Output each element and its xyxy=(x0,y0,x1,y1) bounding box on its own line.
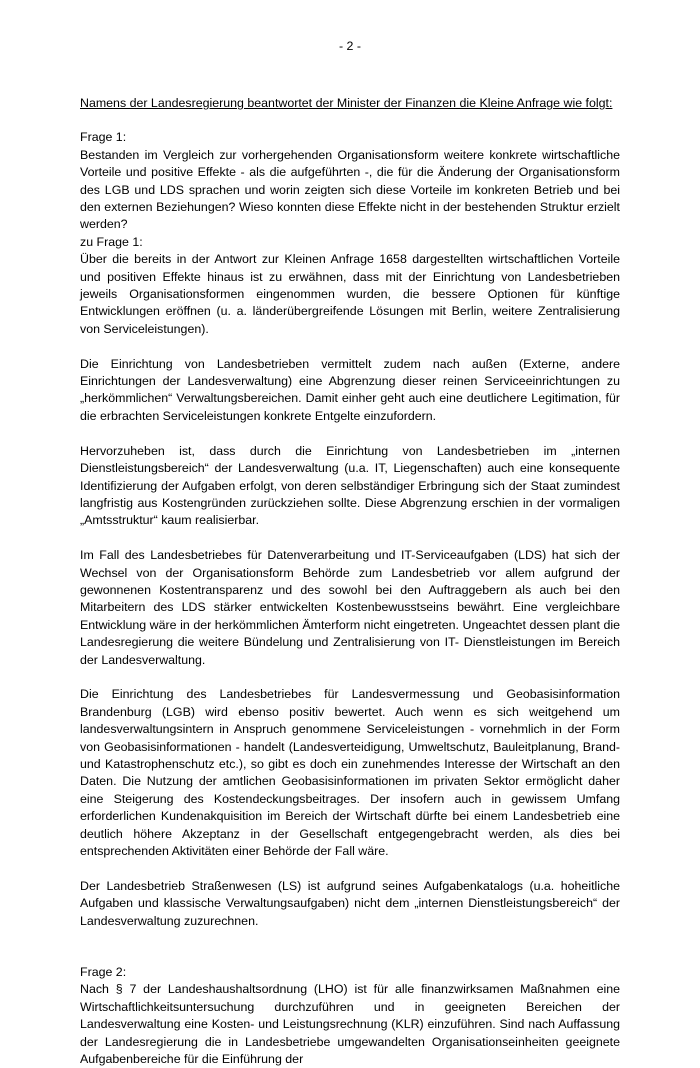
answer-1-paragraph: Hervorzuheben ist, dass durch die Einrichtung von Landesbetrieben im „internen Dienstleistungsbereich“ der Landesverwaltung (u.a. IT, Liegenschaften) auch eine konsequente Identifizierung der Aufgaben erfolgt, von deren selbständiger Erbringung sich der Staat zumindest langfristig aus Kostengründen zurückziehen sollte. Diese Abgrenzung erschien in der vormaligen „Amtsstruktur“ kaum realisierbar. xyxy=(80,443,620,528)
question-2-text: Nach § 7 der Landeshaushaltsordnung (LHO) ist für alle finanzwirksamen Maßnahmen eine Wirtschaftlichkeitsuntersuchung durchzuführen und in geeigneten Bereichen der Landesverwaltung eine Kosten- und Leistungsrechnung (KLR) einzuführen. Sind nach Auffassung der Landesregierung die in Landesbetriebe umgewandelten Organisationseinheiten geeignete Aufgabenbereiche für die Einführung der xyxy=(80,982,620,1067)
intro-line: Namens der Landesregierung beantwortet der Minister der Finanzen die Kleine Anfrage wie folgt: xyxy=(80,96,613,110)
answer-1-paragraph: Über die bereits in der Antwort zur Kleinen Anfrage 1658 dargestellten wirtschaftlichen Vorteile und positiven Effekte hinaus ist zu erwähnen, dass mit der Einrichtung von Landesbetrieben jeweils Organisationsformen eingenommen wurden, die bessere Optionen für künftige Entwicklungen eröffnen (u. a. länderübergreifende Lösungen mit Berlin, weitere Zentralisierung von Serviceleistungen). xyxy=(80,252,620,336)
answer-1-paragraph: Der Landesbetrieb Straßenwesen (LS) ist aufgrund seines Aufgabenkatalogs (u.a. hoheitliche Aufgaben und klassische Verwaltungsaufgaben) nicht dem „internen Dienstleistungsbereich“ der Landesverwaltung zuzurechnen. xyxy=(80,878,620,928)
answer-1-paragraph: Die Einrichtung des Landesbetriebes für Landesvermessung und Geobasisinformation Brandenburg (LGB) wird ebenso positiv bewertet. Auch wenn es sich weitgehend um landesverwaltungsintern in Anspruch genommene Serviceleistungen - vornehmlich in der Form von Geobasisinformationen - handelt (Landesverteidigung, Umweltschutz, Bauleitplanung, Brand- und Katastrophenschutz etc.), so gibt es doch ein zunehmendes Interesse der Wirtschaft an den Daten. Die Nutzung der amtlichen Geobasisinformationen im privaten Sektor ermöglicht daher eine Steigerung des Kostendeckungsbeitrages. Der insofern auch in gewissem Umfang erforderlichen Kundenakquisition im Bereich der Wirtschaft dürfte bei einem Landesbetrieb eine deutlich höhere Akzeptanz in der Gesellschaft entgegengebracht werden, als dies bei entsprechenden Aktivitäten einer Behörde der Fall wäre. xyxy=(80,687,620,858)
answer-1-label: zu Frage 1: xyxy=(80,234,143,249)
question-2-label: Frage 2: xyxy=(80,965,127,980)
page-number: - 2 - xyxy=(338,39,362,53)
question-1-text: Bestanden im Vergleich zur vorhergehenden Organisationsform weitere konkrete wirtschaftliche Vorteile und positive Effekte - als die aufgeführten -, die für die Änderung der Organisationsform des LGB und LDS sprachen und worin zeigten sich diese Vorteile im konkreten Betrieb und bei den externen Beziehungen? Wieso konnten diese Effekte nicht in der bestehenden Struktur erzielt werden? xyxy=(80,147,620,232)
answer-1-paragraph: Im Fall des Landesbetriebes für Datenverarbeitung und IT-Serviceaufgaben (LDS) hat sich der Wechsel von der Organisationsform Behörde zum Landesbetrieb vor allem aufgrund der gewonnenen Kostentransparenz und des sowohl bei den Auftraggebern als auch bei den Mitarbeitern des LDS stärker entwickelten Kostenbewusstseins bewährt. Eine vergleichbare Entwicklung wäre in der herkömmlichen Ämterform nicht eingetreten. Ungeachtet dessen plant die Landesregierung die weitere Bündelung und Zentralisierung von IT- Dienstleistungen im Bereich der Landesverwaltung. xyxy=(80,548,620,667)
document-body xyxy=(80,95,620,1068)
answer-1-paragraph: Die Einrichtung von Landesbetrieben vermittelt zudem nach außen (Externe, andere Einrichtungen der Landesverwaltung) eine Abgrenzung dieser reinen Serviceeinrichtungen zu „herkömmlichen“ Verwaltungsbereichen. Damit einher geht auch eine deutlichere Legitimation, für die erbrachten Serviceleistungen konkrete Entgelte einzufordern. xyxy=(80,356,620,423)
question-1-label: Frage 1: xyxy=(80,130,127,145)
